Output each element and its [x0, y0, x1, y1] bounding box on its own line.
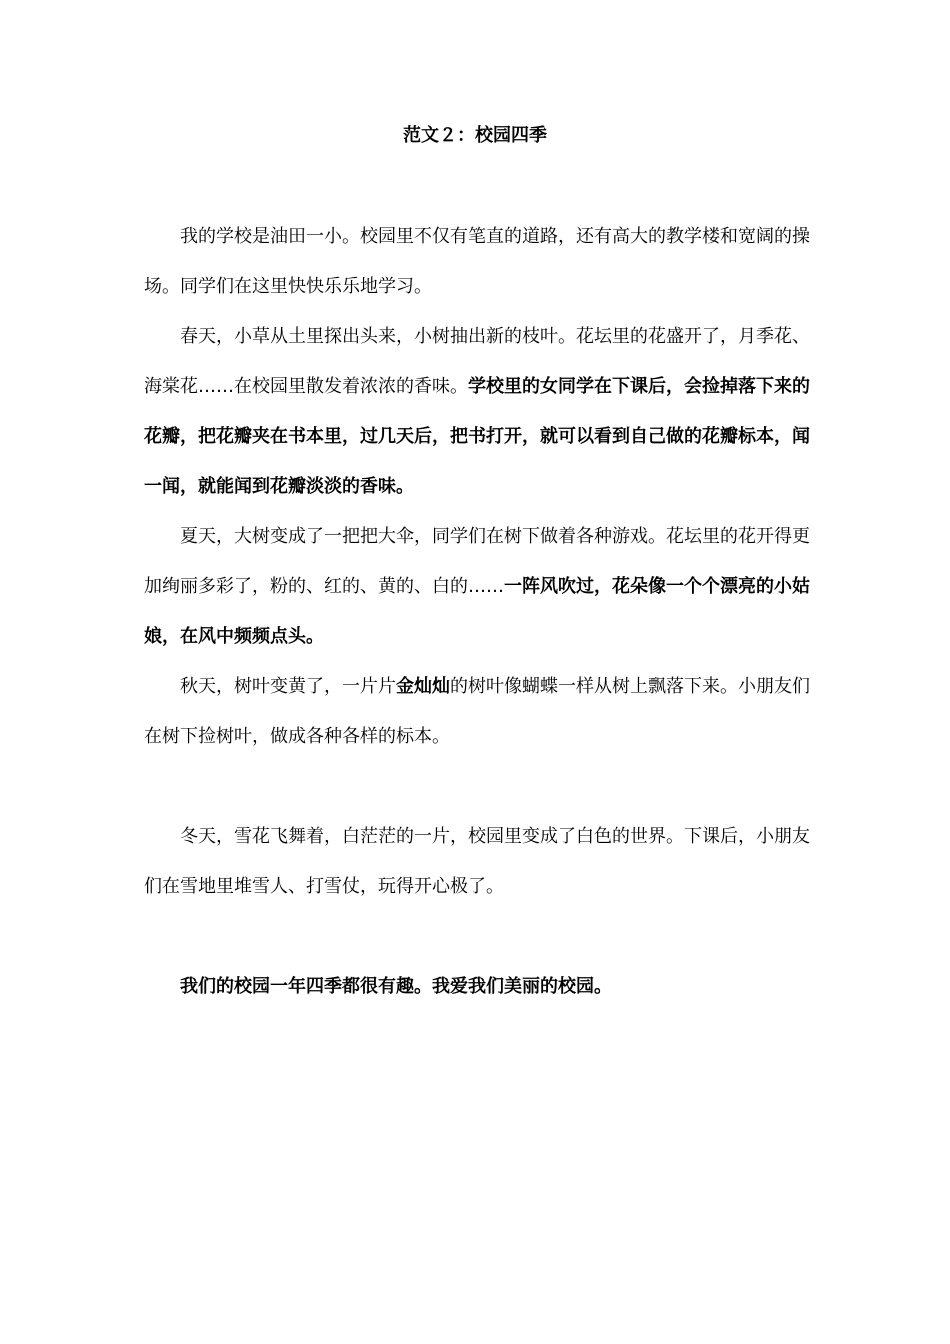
document-title: 范文２：校园四季 [403, 125, 547, 146]
paragraph-school-intro [144, 212, 810, 312]
paragraph-conclusion [144, 962, 810, 1012]
paragraph-text: 冬天，雪花飞舞着，白茫茫的一片，校园里变成了白色的世界。下课后，小朋友们在雪地里堆雪人、打雪仗，玩得开心极了。 [144, 826, 810, 897]
document-body [144, 212, 810, 1012]
paragraph-text: 秋天，树叶变黄了，一片片 [180, 676, 396, 697]
paragraph-text: 的树叶像蝴蝶一样从树上飘落下来。小朋友们在树下捡树叶，做成各种各样的标本。 [144, 676, 810, 747]
paragraph-summer [144, 512, 810, 662]
paragraph-winter [144, 812, 810, 912]
paragraph-text: 我的学校是油田一小。校园里不仅有笔直的道路，还有高大的教学楼和宽阔的操场。同学们在这里快快乐乐地学习。 [144, 226, 810, 297]
paragraph-bold-text: 金灿灿 [396, 676, 450, 697]
paragraph-text: 春天，小草从土里探出头来，小树抽出新的枝叶。花坛里的花盛开了，月季花、海棠花……在校园里散发着浓浓的香味。 [144, 326, 810, 397]
paragraph-text: 夏天，大树变成了一把把大伞，同学们在树下做着各种游戏。花坛里的花开得更加绚丽多彩了，粉的、红的、黄的、白的…… [144, 526, 810, 597]
paragraph-spring [144, 312, 810, 512]
paragraph-bold-text: 一阵风吹过，花朵像一个个漂亮的小姑娘，在风中频频点头。 [144, 576, 810, 647]
paragraph-bold-text: 学校里的女同学在下课后，会捡掉落下来的花瓣，把花瓣夹在书本里，过几天后，把书打开，就可以看到自己做的花瓣标本，闻一闻，就能闻到花瓣淡淡的香味。 [144, 376, 810, 497]
paragraph-autumn [144, 662, 810, 762]
paragraph-bold-text: 我们的校园一年四季都很有趣。我爱我们美丽的校园。 [180, 976, 612, 997]
